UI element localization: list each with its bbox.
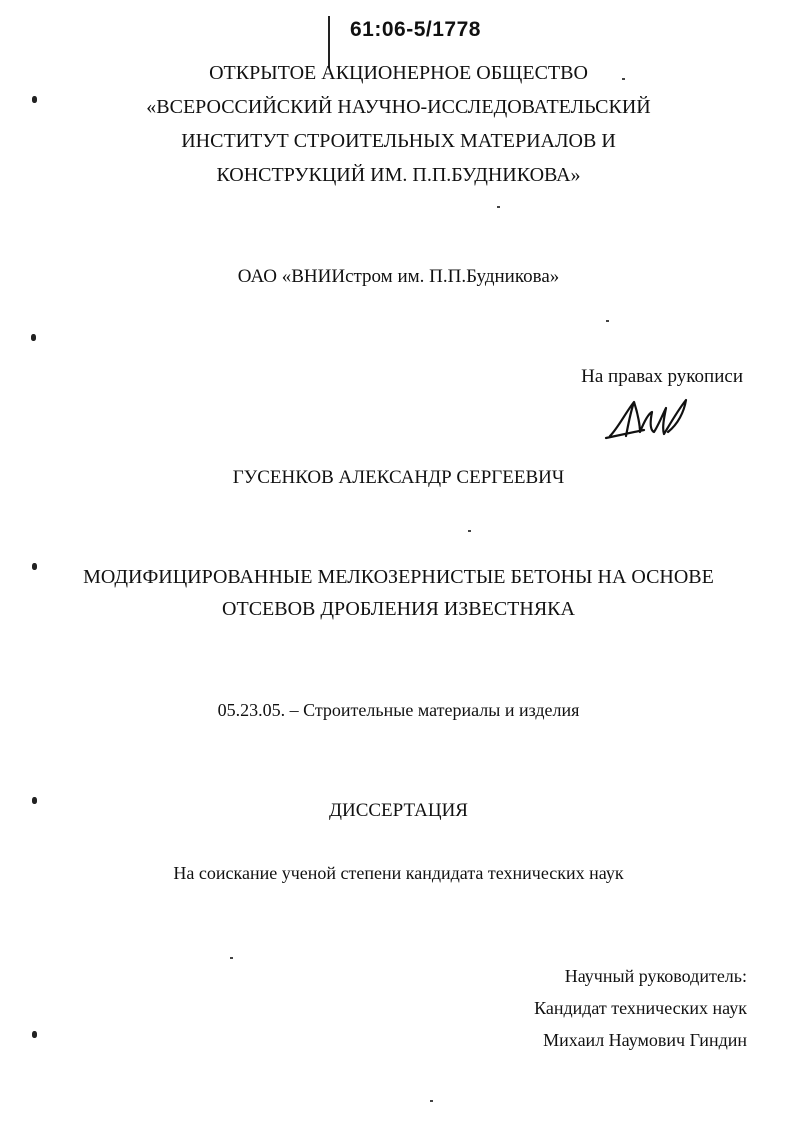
scan-dot bbox=[32, 96, 37, 103]
signature-image bbox=[604, 392, 696, 444]
scan-speck bbox=[622, 78, 625, 80]
specialty: 05.23.05. – Строительные материалы и изделия bbox=[217, 700, 580, 720]
title-line-2: ОТСЕВОВ ДРОБЛЕНИЯ ИЗВЕСТНЯКА bbox=[222, 598, 575, 620]
scan-speck bbox=[430, 1100, 433, 1102]
stamp-divider-line bbox=[328, 16, 330, 68]
document-type: ДИССЕРТАЦИЯ bbox=[329, 800, 468, 821]
title-line-1: МОДИФИЦИРОВАННЫЕ МЕЛКОЗЕРНИСТЫЕ БЕТОНЫ НА ОСНОВЕ bbox=[83, 566, 714, 588]
manuscript-note: На правах рукописи bbox=[581, 366, 743, 387]
scan-dot bbox=[32, 797, 37, 804]
supervisor-degree: Кандидат технических наук bbox=[534, 998, 747, 1018]
scan-dot bbox=[31, 334, 36, 341]
org-line-2: «ВСЕРОССИЙСКИЙ НАУЧНО-ИССЛЕДОВАТЕЛЬСКИЙ bbox=[146, 96, 651, 118]
scan-speck bbox=[606, 320, 609, 322]
supervisor-label: Научный руководитель: bbox=[564, 966, 747, 986]
org-line-1: ОТКРЫТОЕ АКЦИОНЕРНОЕ ОБЩЕСТВО bbox=[209, 62, 588, 84]
author-name: ГУСЕНКОВ АЛЕКСАНДР СЕРГЕЕВИЧ bbox=[232, 467, 565, 488]
scan-speck bbox=[497, 206, 500, 208]
scan-speck bbox=[230, 957, 233, 959]
degree-statement: На соискание ученой степени кандидата технических наук bbox=[173, 863, 624, 883]
org-line-3: ИНСТИТУТ СТРОИТЕЛЬНЫХ МАТЕРИАЛОВ И bbox=[181, 130, 616, 152]
scan-dot bbox=[32, 1031, 37, 1038]
scan-speck bbox=[468, 530, 471, 532]
org-short-name: ОАО «ВНИИстром им. П.П.Будникова» bbox=[237, 266, 560, 287]
supervisor-name: Михаил Наумович Гиндин bbox=[543, 1030, 747, 1050]
archive-code: 61:06-5/1778 bbox=[350, 18, 481, 41]
org-line-4: КОНСТРУКЦИЙ ИМ. П.П.БУДНИКОВА» bbox=[216, 164, 581, 186]
scan-dot bbox=[32, 563, 37, 570]
